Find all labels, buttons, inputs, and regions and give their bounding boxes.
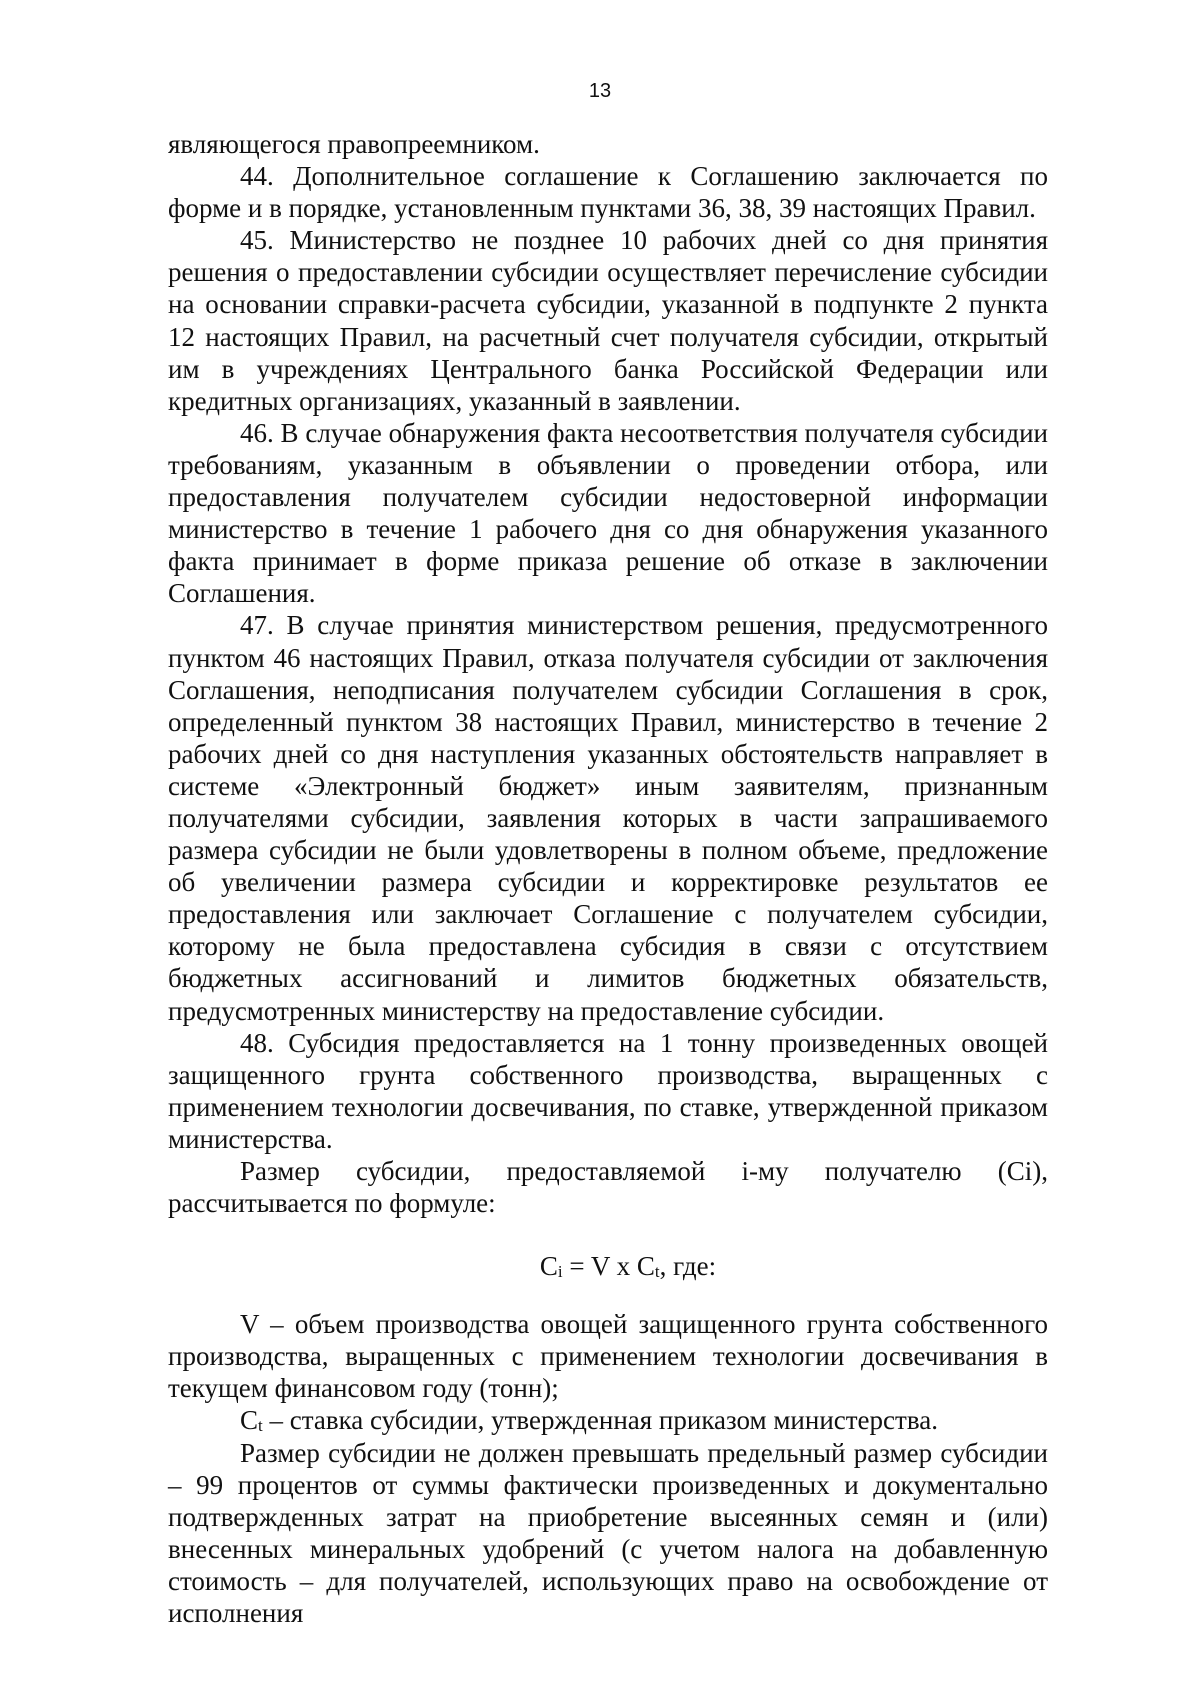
paragraph-continuation: являющегося правопреемником. — [168, 129, 540, 159]
document-body — [168, 128, 1048, 1629]
ct-definition-text: – ставка субсидии, утвержденная приказом министерства. — [262, 1405, 938, 1436]
formula-middle: = V x C — [562, 1251, 655, 1282]
paragraph-44: 44. Дополнительное соглашение к Соглашению заключается по форме и в порядке, установленным пунктами 36, 38, 39 настоящих Правил. — [168, 161, 1048, 224]
formula-rate-subscript: t — [654, 1262, 660, 1282]
paragraph-subsidy-limit: Размер субсидии не должен превышать предельный размер субсидии – 99 процентов от суммы фактически произведенных и документально подтвержденных затрат на приобретение высеянных семян и (или) внесенных минеральных удобрений (с учетом налога на добавленную стоимость – для получателей, использующих право на освобождение от исполнения — [168, 1437, 1048, 1629]
formula-lhs-subscript: i — [557, 1262, 563, 1282]
ct-symbol-base: C — [240, 1405, 259, 1436]
ct-symbol-subscript: t — [258, 1416, 263, 1436]
paragraph-subsidy-size: Размер субсидии, предоставляемой i-му получателю (Сi), рассчитывается по формуле: — [168, 1156, 1048, 1219]
subsidy-formula — [168, 1250, 1048, 1282]
paragraph-ct-definition — [168, 1404, 1048, 1436]
paragraph-48: 48. Субсидия предоставляется на 1 тонну произведенных овощей защищенного грунта собственного производства, выращенных с применением технологии досвечивания, по ставке, утвержденной приказом министерства. — [168, 1027, 1048, 1154]
formula-suffix: , где: — [659, 1251, 717, 1282]
paragraph-47: 47. В случае принятия министерством решения, предусмотренного пунктом 46 настоящих Правил, отказа получателя субсидии от заключения Соглашения, неподписания получателем субсидии Соглашения в срок, определенный пунктом 38 настоящих Правил, министерство в течение 2 рабочих дней со дня наступления указанных обстоятельств направляет в системе «Электронный бюджет» иным заявителям, признанным получателями субсидии, заявления которых в части запрашиваемого размера субсидии не были удовлетворены в полном объеме, предложение об увеличении размера субсидии и корректировке результатов ее предоставления или заключает Соглашение с получателем субсидии, которому не была предоставлена субсидия в связи с отсутствием бюджетных ассигнований и лимитов бюджетных обязательств, предусмотренных министерству на предоставление субсидии. — [168, 610, 1048, 1026]
paragraph-46: 46. В случае обнаружения факта несоответствия получателя субсидии требованиям, указанным в объявлении о проведении отбора, или предоставления получателем субсидии недостоверной информации министерство в течение 1 рабочего дня со дня обнаружения указанного факта принимает в форме приказа решение об отказе в заключении Соглашения. — [168, 417, 1048, 609]
ct-symbol — [240, 1405, 263, 1435]
formula-lhs: C — [539, 1251, 558, 1282]
page-number: 13 — [588, 80, 612, 102]
paragraph-v-definition: V – объем производства овощей защищенного грунта собственного производства, выращенных с применением технологии досвечивания в текущем финансовом году (тонн); — [168, 1309, 1048, 1404]
paragraph-45: 45. Министерство не позднее 10 рабочих дней со дня принятия решения о предоставлении субсидии осуществляет перечисление субсидии на основании справки-расчета субсидии, указанной в подпункте 2 пункта 12 настоящих Правил, на расчетный счет получателя субсидии, открытый им в учреждениях Центрального банка Российской Федерации или кредитных организациях, указанный в заявлении. — [168, 225, 1048, 416]
